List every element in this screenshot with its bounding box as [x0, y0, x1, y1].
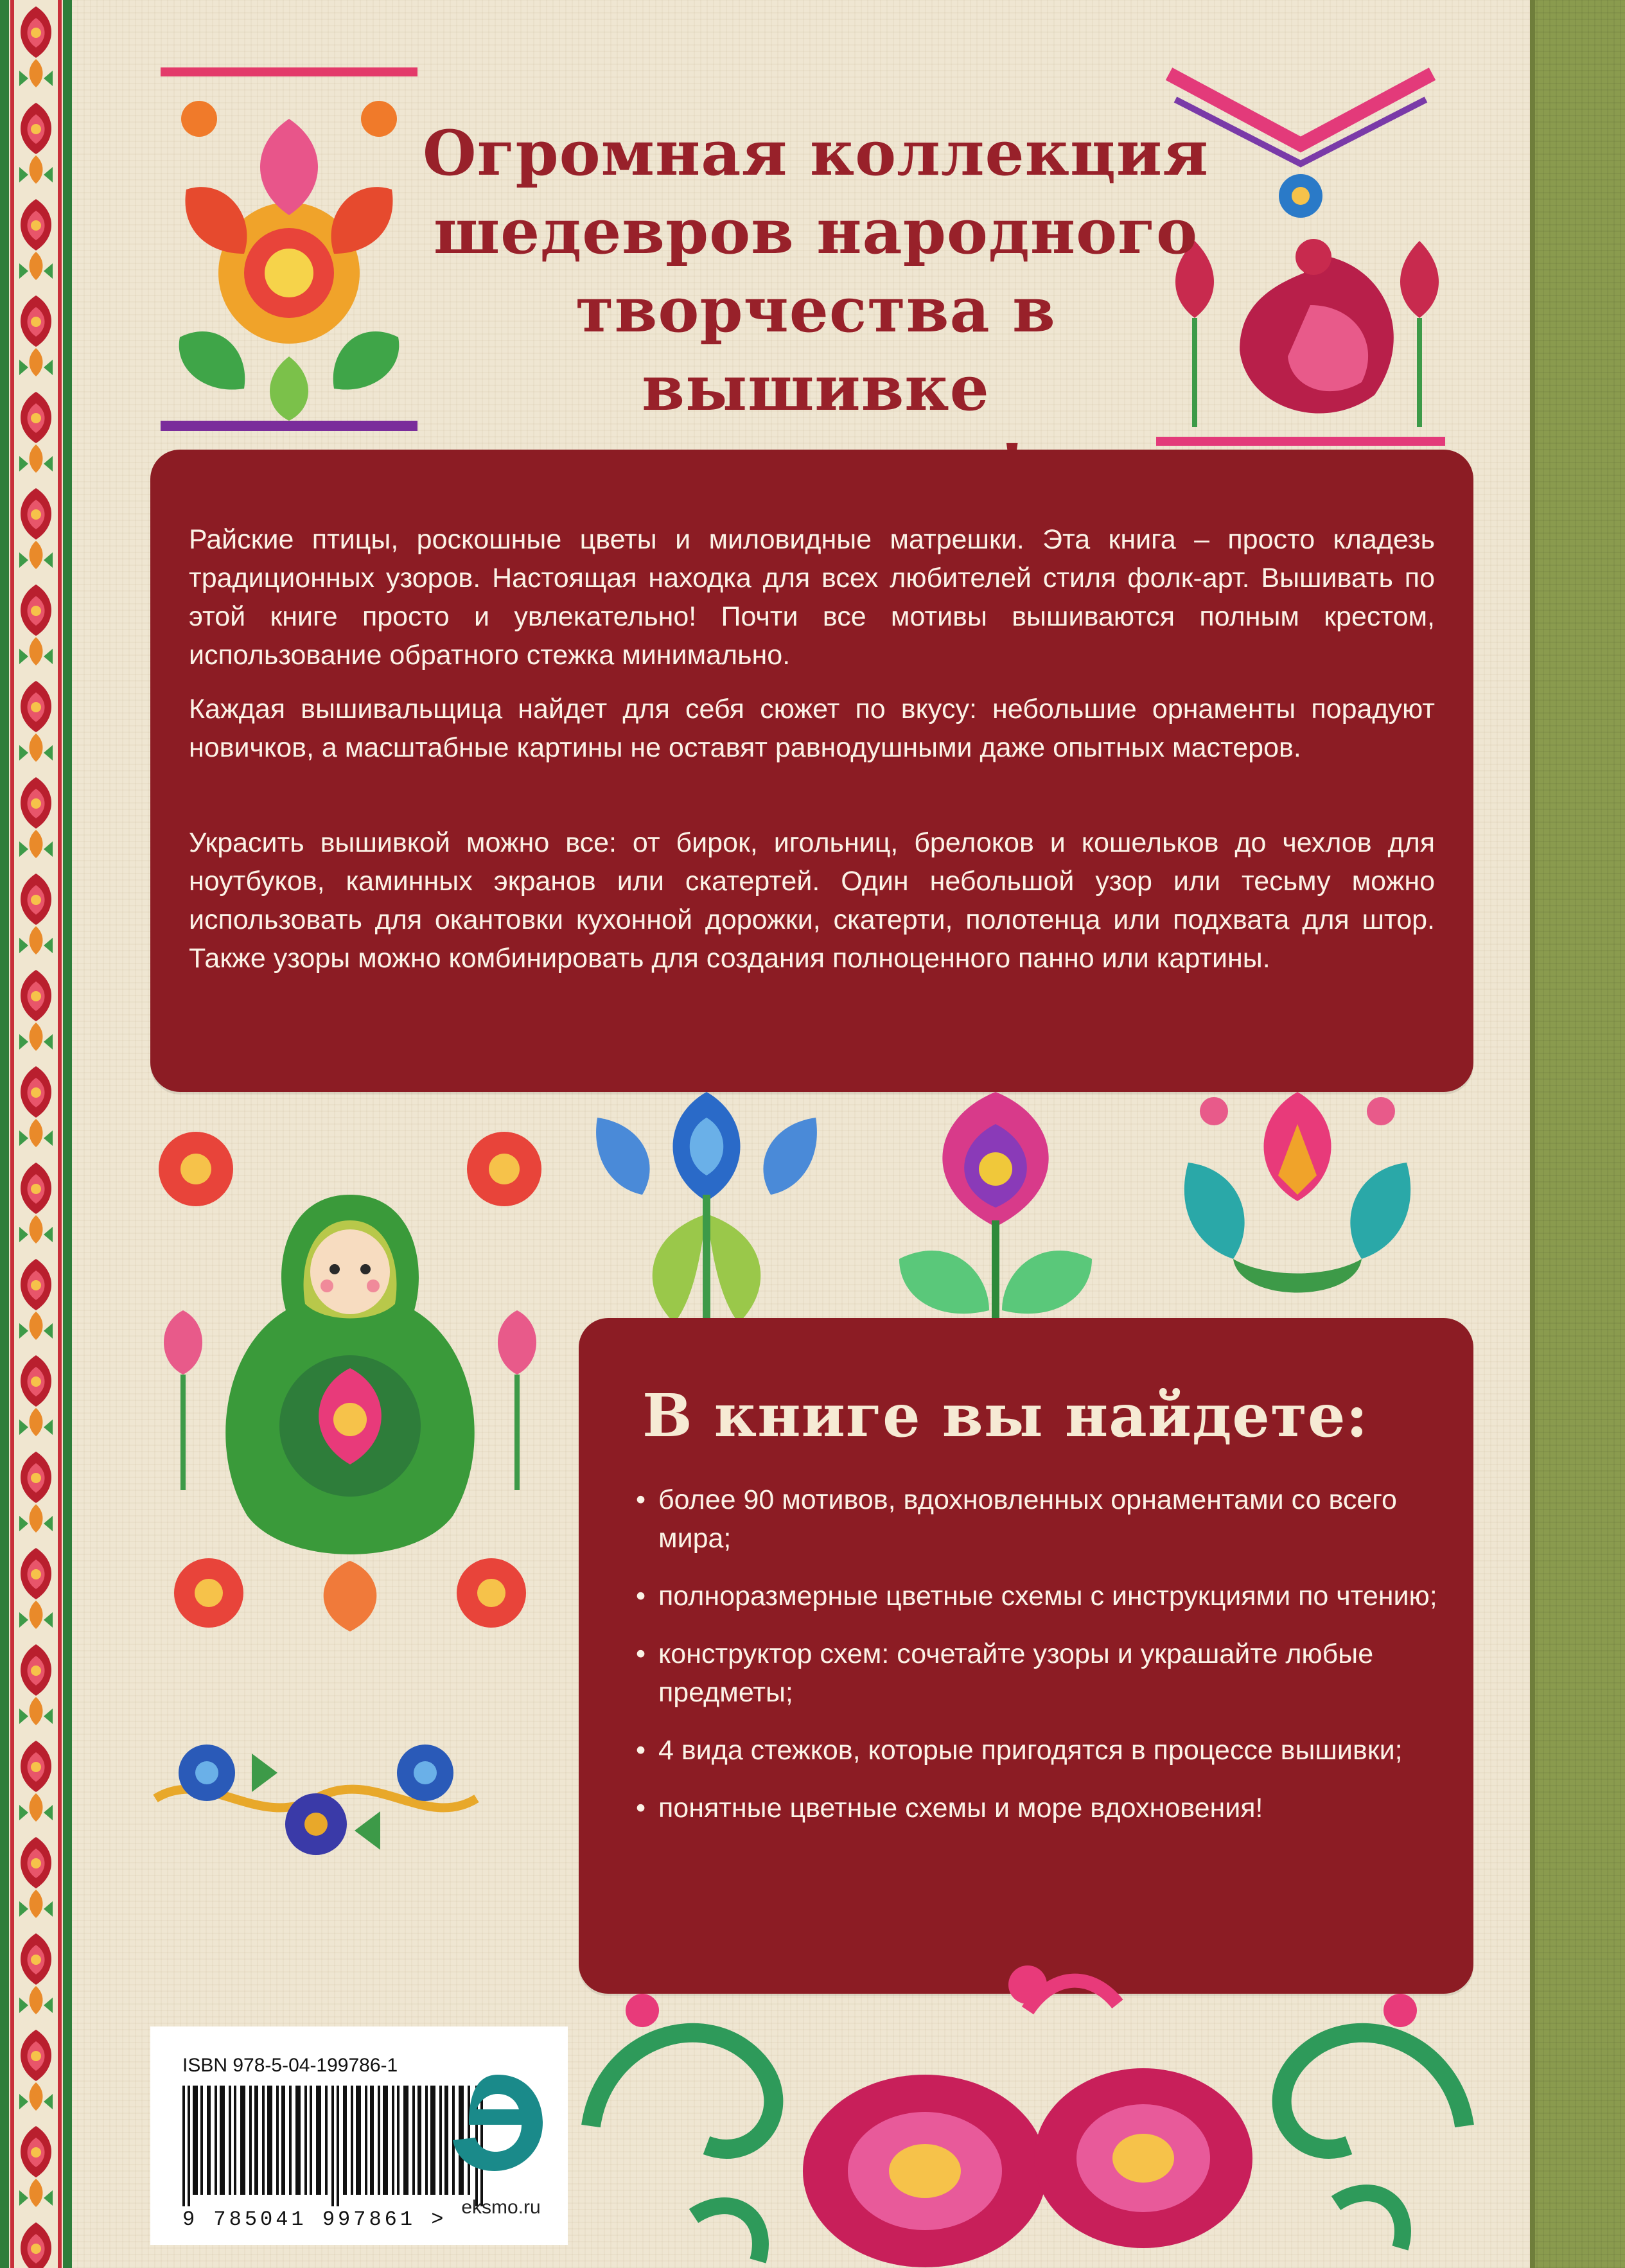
features-list — [636, 1481, 1445, 1847]
isbn-label: ISBN 978-5-04-199786-1 — [182, 2055, 398, 2076]
spine-strip — [1530, 0, 1625, 2268]
list-item: • понятные цветные схемы и море вдохновения! — [636, 1789, 1445, 1827]
headline-line: шедевров народного — [433, 195, 1199, 268]
description-paragraph: Райские птицы, роскошные цветы и миловидные матрешки. Эта книга – просто кладезь традиционных узоров. Настоящая находка для всех любителей стиля фолк-арт. Вышивать по этой книге просто и увлекательно! Почти все мотивы вышиваются полным крестом, использование обратного стежка минимально. — [189, 524, 1435, 671]
headline — [398, 114, 1233, 506]
tulip-motif — [1150, 1073, 1445, 1342]
list-item: • конструктор схем: сочетайте узоры и украшайте любые предметы; — [636, 1635, 1445, 1712]
border-ornament — [0, 0, 72, 2268]
list-item: • полноразмерные цветные схемы с инструкциями по чтению; — [636, 1577, 1445, 1615]
flower-motif-top-left — [148, 61, 430, 446]
barcode-icon — [182, 2086, 491, 2206]
list-item: • более 90 мотивов, вдохновленных орнаментами со всего мира; — [636, 1481, 1445, 1558]
headline-line: Огромная коллекция — [423, 117, 1209, 189]
bottom-ornament — [565, 1933, 1490, 2268]
features-title: В книге вы найдете: — [642, 1381, 1369, 1450]
eksmo-logo-icon — [450, 2068, 546, 2177]
blue-border-motif — [149, 1728, 483, 1863]
left-ornament-border — [0, 0, 72, 2268]
matryoshka-motif — [145, 1118, 556, 1683]
publisher-site: eksmo.ru — [461, 2197, 541, 2218]
list-item: • 4 вида стежков, которые пригодятся в процессе вышивки; — [636, 1731, 1445, 1770]
headline-line: творчества в вышивке — [575, 274, 1056, 425]
description-paragraph: Каждая вышивальщица найдет для себя сюжет по вкусу: небольшие орнаменты порадуют новичков, а масштабные картины не оставят равнодушными даже опытных мастеров. — [189, 694, 1435, 763]
description-paragraph: Украсить вышивкой можно все: от бирок, игольниц, брелоков и кошельков до чехлов для ноутбуков, каминных экранов или скатертей. Один небольшой узор или тесьму можно использовать для окантовки кухонной дорожки, скатерти, полотенца или подхвата для штор. Также узоры можно комбинировать для создания полноценного панно или картины. — [189, 827, 1435, 974]
blue-flower-motif — [572, 1066, 841, 1362]
barcode-digits: 9 785041 997861 > — [182, 2208, 447, 2231]
